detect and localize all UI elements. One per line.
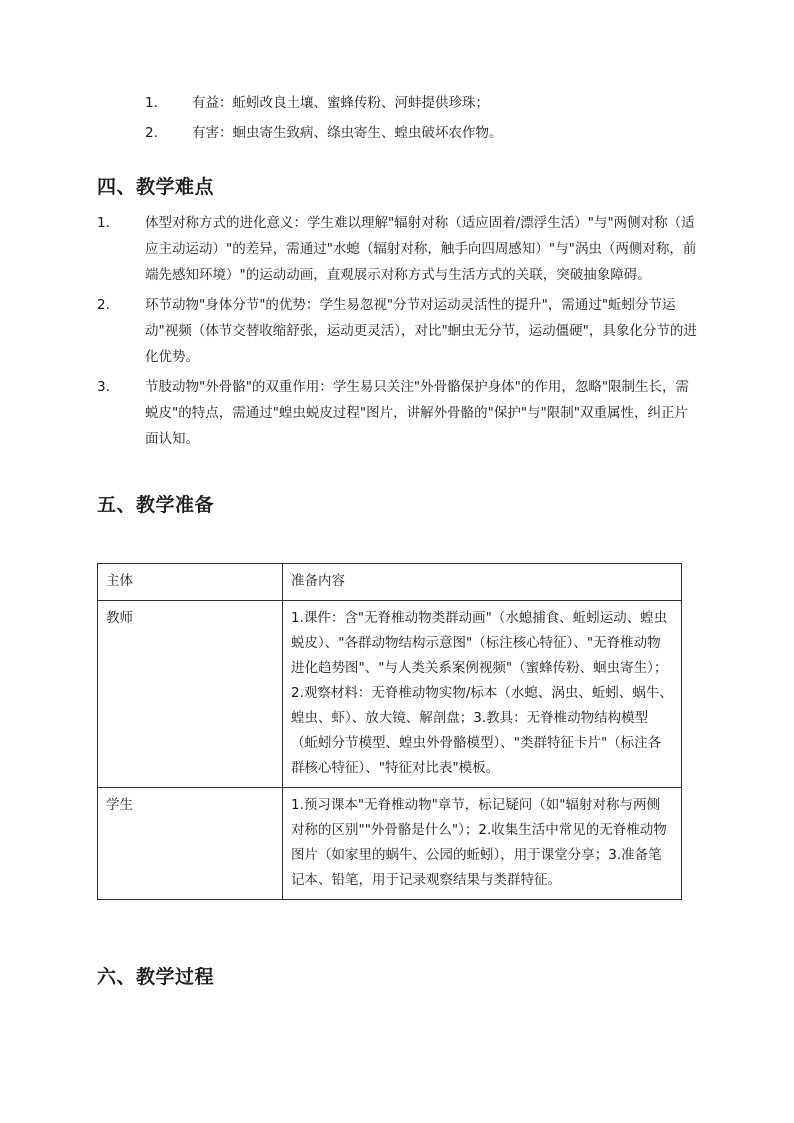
table-cell-content: 1.预习课本"无脊椎动物"章节，标记疑问（如"辐射对称与两侧对称的区别""外骨骼是什么"）；2.收集生活中常见的无脊椎动物图片（如家里的蜗牛、公园的蚯蚓），用于课堂分享；3.准备笔记本、铅笔，用于记录观察结果与类群特征。 [283,788,682,900]
section-heading-process: 六、教学过程 [97,966,215,988]
list-text: 有害：蛔虫寄生致病、绦虫寄生、蝗虫破坏农作物。 [192,125,503,141]
table-cell-subject: 学生 [98,788,283,900]
list-item [97,374,697,452]
table-header-cell: 准备内容 [283,564,682,601]
list-item [97,210,697,288]
table-header-cell: 主体 [98,564,283,601]
preparation-table [97,563,682,900]
section-heading-difficulties: 四、教学难点 [97,176,215,198]
list-text: 有益：蚯蚓改良土壤、蜜蜂传粉、河蚌提供珍珠； [192,95,489,111]
list-number: 1. [145,95,158,111]
list-text: 节肢动物"外骨骼"的双重作用：学生易只关注"外骨骼保护身体"的作用，忽略"限制生长，需蜕皮"的特点，需通过"蝗虫蜕皮过程"图片，讲解外骨骼的"保护"与"限制"双重属性，纠正片面认知。 [145,379,690,447]
list-item [145,122,503,152]
list-item [145,92,503,122]
list-text: 环节动物"身体分节"的优势：学生易忽视"分节对运动灵活性的提升"，需通过"蚯蚓分节运动"视频（体节交替收缩舒张，运动更灵活），对比"蛔虫无分节，运动僵硬"，具象化分节的进化优势。 [145,297,697,365]
table-cell-subject: 教师 [98,601,283,788]
list-number: 1. [97,215,110,231]
table-header-row [98,564,682,601]
benefit-list [145,92,503,152]
list-number: 2. [145,125,158,141]
list-number: 2. [97,297,110,313]
section-heading-preparation: 五、教学准备 [97,494,215,516]
table-row [98,601,682,788]
table-row [98,788,682,900]
list-text: 体型对称方式的进化意义：学生难以理解"辐射对称（适应固着/漂浮生活）"与"两侧对称（适应主动运动）"的差异，需通过"水螅（辐射对称，触手向四周感知）"与"涡虫（两侧对称，前端先感知环境）"的运动动画，直观展示对称方式与生活方式的关联，突破抽象障碍。 [145,215,697,283]
table-cell-content: 1.课件：含"无脊椎动物类群动画"（水螅捕食、蚯蚓运动、蝗虫蜕皮）、"各群动物结构示意图"（标注核心特征）、"无脊椎动物进化趋势图"、"与人类关系案例视频"（蜜蜂传粉、蛔虫寄生）；2.观察材料：无脊椎动物实物/标本（水螅、涡虫、蚯蚓、蜗牛、蝗虫、虾）、放大镜、解剖盘；3.教具：无脊椎动物结构模型（蚯蚓分节模型、蝗虫外骨骼模型）、"类群特征卡片"（标注各群核心特征）、"特征对比表"模板。 [283,601,682,788]
difficulties-list [97,210,697,456]
list-item [97,292,697,370]
list-number: 3. [97,379,110,395]
